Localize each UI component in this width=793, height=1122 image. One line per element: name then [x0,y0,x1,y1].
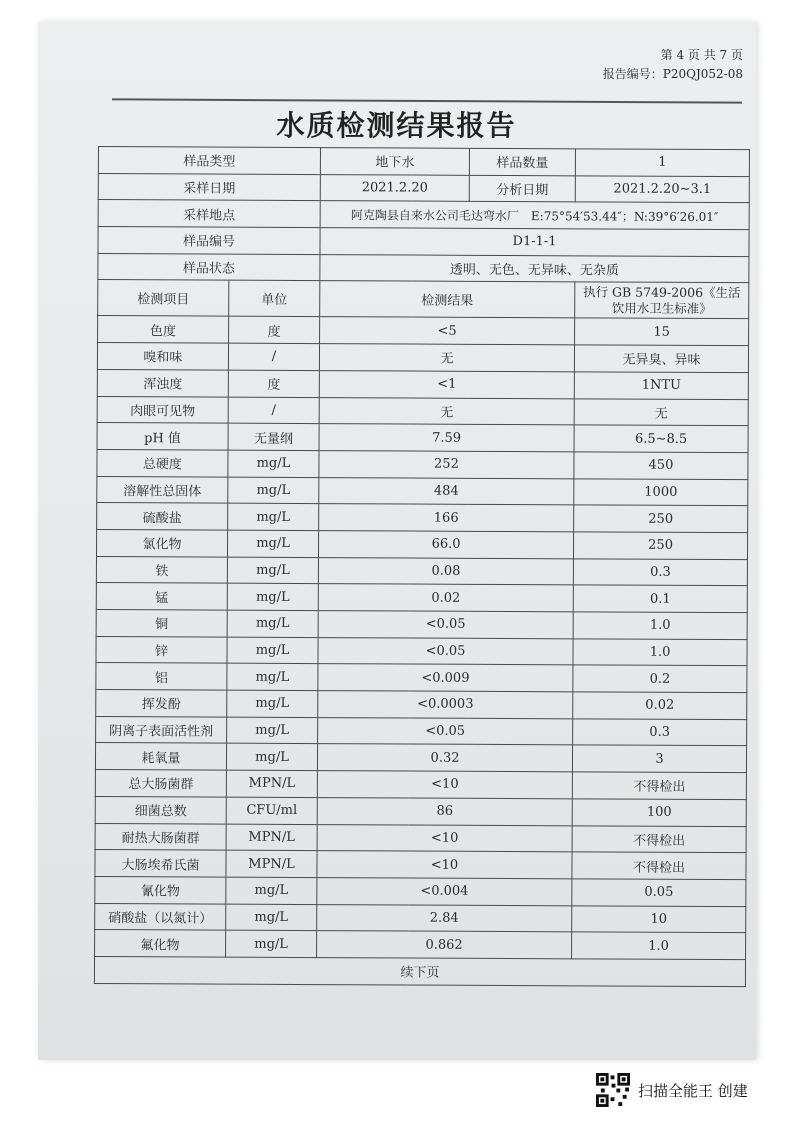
row-unit: CFU/ml [226,797,317,824]
row-item: 总大肠菌群 [95,770,226,797]
row-item: 浑浊度 [97,369,228,396]
table-row [97,476,748,506]
row-item: 硫酸盐 [97,503,228,530]
row-result: 252 [319,450,574,478]
row-limit: 0.02 [573,692,747,720]
table-row [97,369,748,399]
results-table-container [94,146,749,981]
row-result: 0.02 [318,584,573,612]
scanner-watermark [596,1072,748,1108]
row-item: 溶解性总固体 [97,476,228,503]
row-limit: 1NTU [574,372,748,400]
table-row [96,636,747,666]
row-limit: 6.5~8.5 [574,425,748,453]
row-unit: mg/L [227,530,318,557]
table-row [96,583,747,613]
row-limit: 250 [574,532,748,560]
row-item: 氟化物 [95,930,226,957]
row-item: 色度 [98,316,229,343]
row-limit: 250 [574,505,748,533]
meta-row [98,147,749,177]
row-unit: MPN/L [226,850,317,877]
sample-qty-value: 1 [575,149,749,177]
row-limit: 0.1 [573,585,747,613]
row-unit: / [228,397,319,424]
row-unit: mg/L [226,930,317,957]
row-item: 细菌总数 [95,796,226,823]
row-item: 耗氧量 [95,743,226,770]
page-number: 第 4 页 共 7 页 [660,48,743,62]
row-result: <0.05 [318,611,573,639]
table-row [96,716,747,746]
row-result: 0.862 [317,931,572,959]
col-item-header: 检测项目 [98,280,229,317]
row-item: 挥发酚 [96,690,227,717]
column-header-row [98,280,749,319]
sample-qty-label: 样品数量 [469,148,575,175]
row-item: pH 值 [97,423,228,450]
col-standard-header: 执行 GB 5749-2006《生活饮用水卫生标准》 [575,282,749,319]
row-result: <0.009 [318,664,573,692]
meta-row [98,173,749,203]
location-value: 阿克陶县自来水公司毛达弯水厂 E:75°54′53.44″；N:39°6′26.01″ [320,201,749,230]
results-table [94,146,750,987]
row-result: <0.0003 [318,691,573,719]
table-row [95,743,746,773]
row-item: 氰化物 [95,876,226,903]
sample-type-value: 地下水 [320,148,469,175]
row-item: 铜 [96,609,227,636]
row-unit: mg/L [226,904,317,931]
row-unit: mg/L [227,557,318,584]
row-item: 硝酸盐（以氮计） [95,903,226,930]
row-limit: 100 [572,799,746,827]
row-limit: 1000 [574,478,748,506]
row-limit: 无 [574,398,748,426]
row-limit: 1.0 [573,612,747,640]
sample-state-value: 透明、无色、无异味、无杂质 [320,254,749,283]
row-result: <0.05 [318,717,573,745]
table-row [96,663,747,693]
table-row [95,823,746,853]
row-unit: / [228,343,319,370]
row-limit: 不得检出 [572,772,746,800]
row-result: <1 [319,370,574,398]
row-item: 嗅和味 [97,343,228,370]
row-item: 氯化物 [96,529,227,556]
row-limit: 0.2 [573,665,747,693]
row-result: <10 [317,851,572,879]
report-number: 报告编号：P20QJ052-08 [602,67,743,81]
row-item: 锌 [96,636,227,663]
analysis-date-value: 2021.2.20~3.1 [575,176,749,204]
row-item: 耐热大肠菌群 [95,823,226,850]
meta-row [98,227,749,257]
row-unit: 度 [229,317,320,344]
location-label: 采样地点 [98,200,320,228]
sample-no-label: 样品编号 [98,227,320,255]
table-row [97,343,748,373]
sampling-date-label: 采样日期 [98,173,320,201]
table-row [98,316,749,346]
row-limit: 0.3 [573,558,747,586]
row-unit: mg/L [227,610,318,637]
row-unit: 度 [228,370,319,397]
row-result: <0.004 [317,877,572,905]
row-limit: 不得检出 [572,825,746,853]
col-result-header: 检测结果 [320,281,575,318]
row-item: 大肠埃希氏菌 [95,850,226,877]
row-unit: mg/L [228,503,319,530]
row-item: 铝 [96,663,227,690]
qr-code-icon [596,1073,630,1107]
row-result: <5 [320,317,575,345]
sampling-date-value: 2021.2.20 [320,174,469,201]
analysis-date-label: 分析日期 [469,175,575,202]
row-unit: mg/L [227,717,318,744]
row-result: <0.05 [318,637,573,665]
sample-state-label: 样品状态 [98,253,320,281]
row-result: 66.0 [319,531,574,559]
sample-type-label: 样品类型 [98,147,320,175]
row-result: 2.84 [317,904,572,932]
row-result: 0.08 [318,557,573,585]
table-row [96,690,747,720]
row-limit: 不得检出 [572,852,746,880]
row-unit: mg/L [228,450,319,477]
row-unit: mg/L [226,744,317,771]
sample-no-value: D1-1-1 [320,228,749,257]
table-row [95,903,746,933]
table-row [95,930,746,960]
row-unit: mg/L [227,690,318,717]
row-item: 铁 [96,556,227,583]
table-row [97,396,748,426]
table-row [95,876,746,906]
row-limit: 450 [574,452,748,480]
row-result: 无 [319,344,574,372]
row-result: <10 [317,824,572,852]
page-title: 水质检测结果报告 [276,109,517,142]
footer-row [94,956,745,986]
table-row [96,529,747,559]
row-result: <10 [317,771,572,799]
row-unit: 无量纲 [228,423,319,450]
row-result: 无 [319,397,574,425]
row-limit: 0.05 [572,879,746,907]
row-item: 肉眼可见物 [97,396,228,423]
row-item: 锰 [96,583,227,610]
page-info [523,46,743,84]
row-limit: 10 [572,905,746,933]
row-unit: MPN/L [226,770,317,797]
scanner-watermark-text: 扫描全能王 创建 [638,1081,748,1100]
table-row [96,609,747,639]
continued-note: 续下页 [94,956,745,986]
row-result: 484 [319,477,574,505]
row-limit: 15 [575,318,749,346]
table-row [96,556,747,586]
table-row [97,449,748,479]
row-limit: 无异臭、异味 [574,345,748,373]
row-item: 阴离子表面活性剂 [96,716,227,743]
row-unit: mg/L [226,877,317,904]
meta-row [98,253,749,283]
row-result: 166 [319,504,574,532]
col-unit-header: 单位 [229,281,320,317]
table-row [97,423,748,453]
row-unit: mg/L [227,637,318,664]
table-row [95,796,746,826]
row-unit: MPN/L [226,824,317,851]
table-row [97,503,748,533]
row-result: 86 [317,797,572,825]
row-item: 总硬度 [97,449,228,476]
meta-row [98,200,749,230]
row-limit: 1.0 [572,932,746,960]
row-limit: 3 [572,745,746,773]
row-result: 0.32 [317,744,572,772]
row-unit: mg/L [228,477,319,504]
row-unit: mg/L [227,664,318,691]
table-row [95,770,746,800]
table-row [95,850,746,880]
row-limit: 0.3 [573,719,747,747]
row-unit: mg/L [227,583,318,610]
row-limit: 1.0 [573,639,747,667]
row-result: 7.59 [319,424,574,452]
